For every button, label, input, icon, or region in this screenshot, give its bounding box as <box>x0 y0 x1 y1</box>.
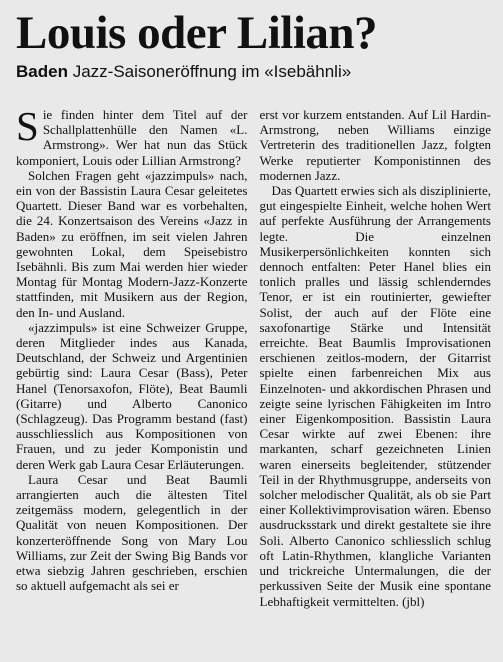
subheadline <box>16 62 491 82</box>
kicker-location: Baden <box>16 62 68 81</box>
paragraph-text: ie finden hinter dem Titel auf der Schallplattenhülle den Namen «L. Armstrong». Wer hat nun das Stück komponiert, Louis oder Lillian Armstrong? <box>16 107 248 168</box>
paragraph: «jazzimpuls» ist eine Schweizer Gruppe, deren Mitglieder indes aus Kanada, Deutschland, der Schweiz und Argentinien gebürtig sind: Laura Cesar (Bass), Peter Hanel (Tenorsaxofon, Flöte), Beat Baumli (Gitarre) und Alberto Canonico (Schlagzeug). Das Programm bestand (fast) ausschliesslich aus Kompositionen von Frauen, und zu jeder Komponistin und deren Werk gab Laura Cesar Erläuterungen. <box>16 319 248 472</box>
column-left <box>16 103 248 609</box>
paragraph: Laura Cesar und Beat Baumli arrangierten auch die ältesten Titel zeitgemäss modern, gelegentlich in der Qualität von neuen Kompositionen. Der konzerteröffnende Song von Mary Lou Williams, zur Zeit der Swing Big Bands vor etwa siebzig Jahren geschrieben, erschien so aktuell aufgemacht als sei er <box>16 471 248 594</box>
subtitle: Jazz-Saisoneröffnung im «Isebähnli» <box>72 62 352 81</box>
headline: Louis oder Lilian? <box>16 7 378 59</box>
drop-cap: S <box>16 103 39 149</box>
paragraph <box>16 103 248 168</box>
paragraph: Das Quartett erwies sich als disziplinierte, gut eingespielte Einheit, welche hohen Wert auf perfekte Ausführung der Arrangements legte. Die einzelnen Musikerpersönlichkeiten konnten sich dennoch entfalten: Peter Hanel blies ein tonlich pralles und lässig schlenderndes Tenor, er ist ein routinierter, gewiefter Solist, der auch auf der Flöte eine saxofonartige Stärke und Intensität erreichte. Beat Baumlis Improvisationen erschienen zeitlos-modern, der Gitarrist spielte einen farbenreichen Mix aus Einzelnoten- und akkordischen Phrasen und zeigte seine lyrischen Fähigkeiten im Intro einer Eigenkomposition. Bassistin Laura Cesar wirkte auf zwei Ebenen: ihre markanten, scharf gezeichneten Linien waren einerseits begleitender, stützender Teil in der Rhythmusgruppe, anderseits von solcher melodischer Qualität, als ob sie Part einer Kollektivimprovisation wären. Ebenso ausdrucksstark und direkt gestaltete sie ihre Soli. Alberto Canonico schliesslich schlug oft Latin-Rhythmen, klangliche Varianten und trickreiche Untermalungen, die der perkussiven Seite der Musik eine spontane Lebhaftigkeit vermittelten. (jbl) <box>259 183 491 609</box>
paragraph: erst vor kurzem entstanden. Auf Lil Hardin-Armstrong, neben Williams einzige Vertreterin des traditionellen Jazz, folgten Werke reputierter Komponistinnen des modernen Jazz. <box>259 107 491 183</box>
column-right <box>260 107 492 609</box>
article-body <box>16 103 491 609</box>
paragraph: Solchen Fragen geht «jazzimpuls» nach, ein von der Bassistin Laura Cesar geleitetes Quartett. Dieser Band war es vorbehalten, die 24. Konzertsaison des Vereins «Jazz in Baden» zu eröffnen, im seit vielen Jahren gewohnten Lokal, dem Speisebistro Isebähnli. Bis zum Mai werden hier wieder Montag für Montag Modern-Jazz-Konzerte stattfinden, mit Musikern aus der Region, den In- und Ausland. <box>16 167 248 320</box>
